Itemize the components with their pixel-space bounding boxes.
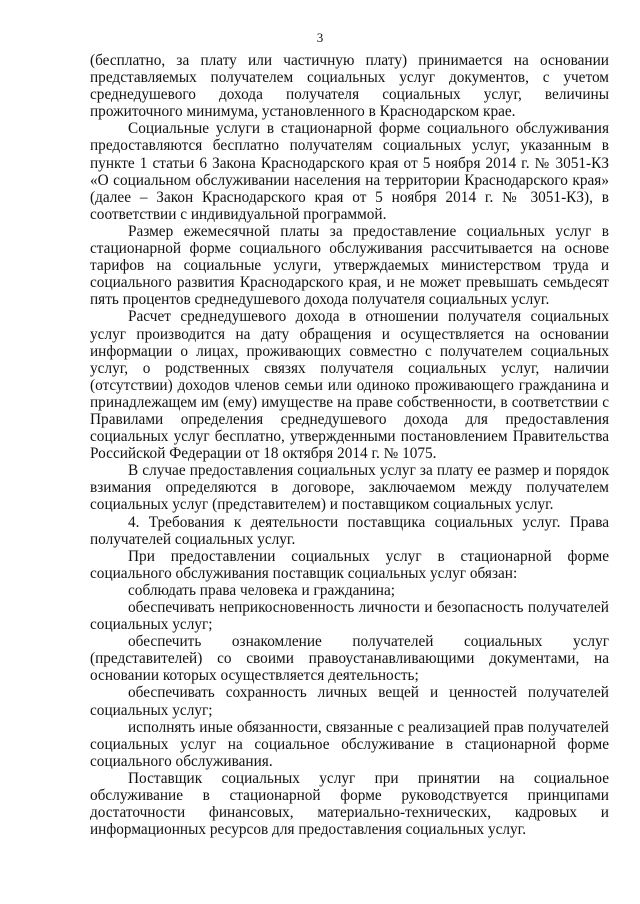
document-body	[90, 52, 609, 838]
list-item-human-rights: соблюдать права человека и гражданина;	[128, 581, 396, 599]
paragraph-free-services: Социальные услуги в стационарной форме социального обслуживания предоставляются бесплатно получателям социальных услуг, указанным в пункте 1 статьи 6 Закона Краснодарского края от 5 ноября 2014 г. № 3051-КЗ «О социальном обслуживании населения на территории Краснодарского края» (далее – Закон Краснодарского края от 5 ноября 2014 г. № 3051-КЗ), в соответствии с индивидуальной программой.	[90, 120, 609, 223]
paragraph-income-calculation: Расчет среднедушевого дохода в отношении получателя социальных услуг производится на дату обращения и осуществляется на основании информации о лицах, проживающих совместно с получателем социальных услуг, о родственных связях получателя социальных услуг, наличии (отсутствии) доходов членов семьи или одиноко проживающего гражданина и принадлежащем им (ему) имуществе на праве собственности, в соответствии с Правилами определения среднедушевого дохода для предоставления социальных услуг бесплатно, утвержденными постановлением Правительства Российской Федерации от 18 октября 2014 г. № 1075.	[90, 308, 609, 463]
paragraph-paid-services-contract: В случае предоставления социальных услуг за плату ее размер и порядок взимания определяются в договоре, заключаемом между получателем социальных услуг (представителем) и поставщиком социальных услуг.	[90, 462, 609, 514]
list-item-other-obligations: исполнять иные обязанности, связанные с реализацией прав получателей социальных услуг на социальное обслуживание в стационарной форме социального обслуживания.	[90, 718, 609, 770]
list-item-document-familiarization: обеспечить ознакомление получателей социальных услуг (представителей) со своими правоустанавливающими документами, на основании которых осуществляется деятельность;	[90, 633, 609, 685]
page-number: 3	[316, 30, 324, 45]
paragraph-monthly-fee: Размер ежемесячной платы за предоставление социальных услуг в стационарной форме социального обслуживания рассчитывается на основе тарифов на социальные услуги, утверждаемых министерством труда и социального развития Краснодарского края, и не может превышать семьдесят пять процентов среднедушевого дохода получателя социальных услуг.	[90, 222, 609, 309]
paragraph-provider-obligations-intro: При предоставлении социальных услуг в стационарной форме социального обслуживания поставщик социальных услуг обязан:	[90, 547, 609, 582]
paragraph-payment-basis: (бесплатно, за плату или частичную плату) принимается на основании представляемых получателем социальных услуг документов, с учетом среднедушевого дохода получателя социальных услуг, величины прожиточного минимума, установленного в Краснодарском крае.	[90, 52, 609, 121]
list-item-belongings-safety: обеспечивать сохранность личных вещей и ценностей получателей социальных услуг;	[90, 684, 609, 719]
section-heading-provider-requirements: 4. Требования к деятельности поставщика социальных услуг. Права получателей социальных услуг.	[90, 513, 609, 548]
list-item-personal-safety: обеспечивать неприкосновенность личности и безопасность получателей социальных услуг;	[90, 599, 609, 634]
paragraph-resource-sufficiency: Поставщик социальных услуг при принятии на социальное обслуживание в стационарной форме руководствуется принципами достаточности финансовых, материально-технических, кадровых и информационных ресурсов для предоставления социальных услуг.	[90, 769, 609, 839]
